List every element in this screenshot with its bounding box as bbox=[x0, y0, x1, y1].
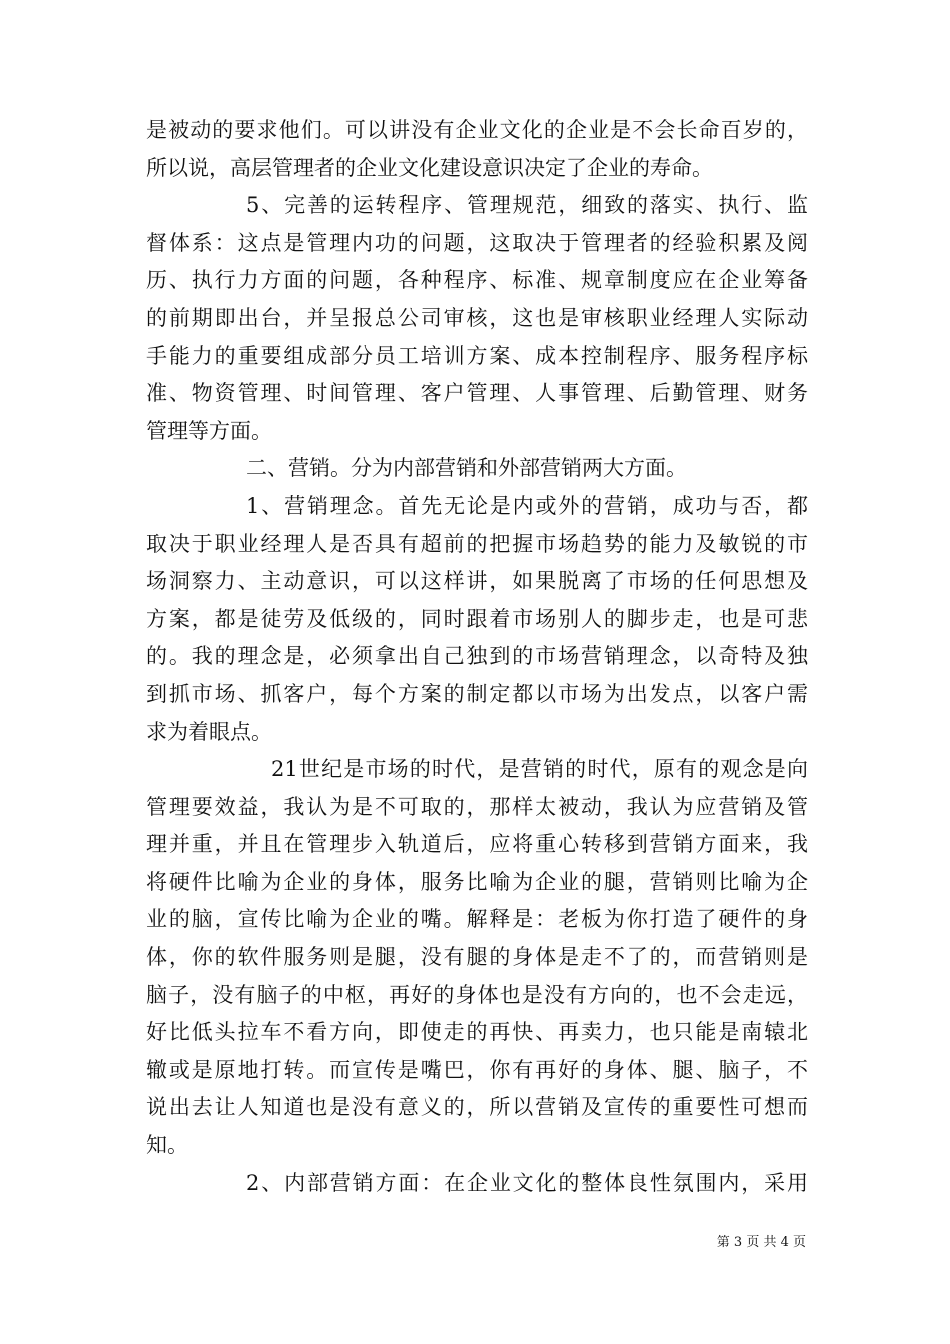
text-line: 理并重，并且在管理步入轨道后，应将重心转移到营销方面来，我 bbox=[146, 832, 808, 857]
section-heading: 二、营销。分为内部营销和外部营销两大方面。 bbox=[246, 456, 687, 481]
text-line: 准、物资管理、时间管理、客户管理、人事管理、后勤管理、财务 bbox=[146, 381, 808, 406]
page-number: 第 3 页 共 4 页 bbox=[716, 1235, 806, 1250]
text-line: 场洞察力、主动意识，可以这样讲，如果脱离了市场的任何思想及 bbox=[146, 569, 808, 594]
text-line: 好比低头拉车不看方向，即使走的再快、再卖力，也只能是南辕北 bbox=[146, 1020, 808, 1045]
text-line: 督体系：这点是管理内功的问题，这取决于管理者的经验积累及阅 bbox=[146, 230, 808, 255]
text-line: 方案，都是徒劳及低级的，同时跟着市场别人的脚步走，也是可悲 bbox=[146, 606, 808, 631]
text-line: 业的脑，宣传比喻为企业的嘴。解释是：老板为你打造了硬件的身 bbox=[146, 907, 808, 932]
text-line: 21世纪是市场的时代，是营销的时代，原有的观念是向 bbox=[271, 757, 808, 782]
text-line: 取决于职业经理人是否具有超前的把握市场趋势的能力及敏锐的市 bbox=[146, 531, 808, 556]
text-line: 管理等方面。 bbox=[146, 418, 272, 443]
text-line: 将硬件比喻为企业的身体，服务比喻为企业的腿，营销则比喻为企 bbox=[146, 869, 808, 894]
text-line: 求为着眼点。 bbox=[146, 719, 272, 744]
text-line: 的前期即出台，并呈报总公司审核，这也是审核职业经理人实际动 bbox=[146, 305, 808, 330]
text-line: 体，你的软件服务则是腿，没有腿的身体是走不了的，而营销则是 bbox=[146, 945, 808, 970]
document-body bbox=[146, 112, 808, 1202]
text-line: 是被动的要求他们。可以讲没有企业文化的企业是不会长命百岁的， bbox=[146, 118, 808, 142]
text-line: 到抓市场、抓客户，每个方案的制定都以市场为出发点，以客户需 bbox=[146, 681, 808, 706]
text-line: 手能力的重要组成部分员工培训方案、成本控制程序、服务程序标 bbox=[146, 343, 808, 368]
text-line: 知。 bbox=[146, 1133, 188, 1158]
text-line: 所以说，高层管理者的企业文化建设意识决定了企业的寿命。 bbox=[146, 155, 713, 180]
text-line: 脑子，没有脑子的中枢，再好的身体也是没有方向的，也不会走远， bbox=[146, 982, 808, 1007]
text-line: 历、执行力方面的问题，各种程序、标准、规章制度应在企业筹备 bbox=[146, 268, 808, 293]
text-line: 管理要效益，我认为是不可取的，那样太被动，我认为应营销及管 bbox=[146, 794, 808, 819]
text-line: 辙或是原地打转。而宣传是嘴巴，你有再好的身体、腿、脑子，不 bbox=[146, 1057, 808, 1082]
text-line: 的。我的理念是，必须拿出自己独到的市场营销理念，以奇特及独 bbox=[146, 644, 808, 669]
text-line: 2、内部营销方面：在企业文化的整体良性氛围内，采用 bbox=[246, 1170, 808, 1195]
text-line: 1、营销理念。首先无论是内或外的营销，成功与否，都 bbox=[246, 493, 808, 518]
text-line: 说出去让人知道也是没有意义的，所以营销及宣传的重要性可想而 bbox=[146, 1095, 808, 1120]
text-line: 5、完善的运转程序、管理规范，细致的落实、执行、监 bbox=[246, 193, 808, 218]
